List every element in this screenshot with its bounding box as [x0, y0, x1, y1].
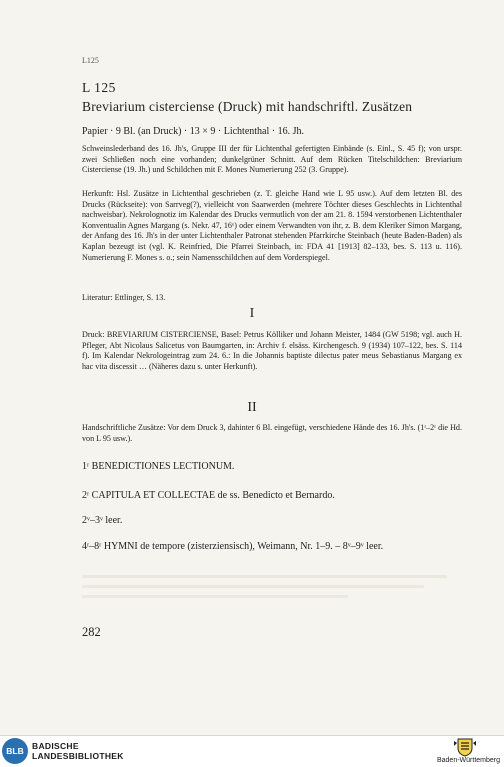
entry-subtitle: Papier · 9 Bl. (an Druck) · 13 × 9 · Lichtenthal · 16. Jh. [82, 126, 304, 137]
running-head: L125 [82, 56, 99, 65]
section-numeral-two: II [247, 400, 257, 415]
entry-title: Breviarium cisterciense (Druck) mit handschriftl. Zusätzen [82, 99, 413, 114]
manuscript-signature: L 125 [82, 80, 116, 95]
binding-paragraph: Schweinslederband des 16. Jh's, Gruppe III der für Lichtenthal gefertigten Einbände (s. Einl., S. 45 f); von urspr. zwei Schließen noch eine vorhanden; dunkelgrüner Schnitt. Auf dem Rücken Titelschildchen: Breviarium Cisterciense (19. Jh.) und Schildchen mit F. Mones Numerierung 252 (3. Gruppe). [82, 144, 462, 175]
provenance-paragraph: Herkunft: Hsl. Zusätze in Lichtenthal geschrieben (z. T. gleiche Hand wie L 95 usw.). Auf dem letzten Bl. des Drucks (Rückseite): von Sarrveg(?), vielleicht von Saarwerden (mehrere Töchter dieses Geschlechts in Lichtenthal nachweisbar). Nekrolognotiz im Kalendar des Drucks vermutlich von der am 21. 8. 1594 verstorbenen Lichtenthaler Konventualin Agnes Margang (s. Nekr. 47, 16ᵛ) oder einem Verwandten von ihr, z. B. dem Kleriker Simon Margang, der Anfang des 16. Jh's in der unter Lichtenthaler Patronat stehenden Pfarrkirche Steinbach (heute Baden-Baden) als Kaplan bezeugt ist (vgl. K. Reinfried, Die Pfarrei Steinbach, in: FDA 41 [1913] 82–133, bes. S. 113 u. 116). Numerierung F. Mones s. o.; sein Namensschildchen auf dem Vorderspiegel. [82, 189, 462, 262]
content-entry: 1ʳ BENEDICTIONES LECTIONUM. [82, 461, 235, 472]
content-entry: 4ʳ–8ʳ HYMNI de tempore (zisterziensisch), Weimann, Nr. 1–9. – 8ᵛ–9ᵛ leer. [82, 541, 384, 552]
section-numeral-one: I [249, 306, 255, 321]
section-two-text: Handschriftliche Zusätze: Vor dem Druck 3, dahinter 6 Bl. eingefügt, verschiedene Hände des 16. Jh's. (1ʳ–2ʳ die Hd. von L 95 usw.). [82, 423, 462, 443]
page-number: 282 [82, 625, 101, 639]
content-entry: 2ᵛ–3ᵛ leer. [82, 515, 123, 526]
bleed-through-text [82, 575, 462, 603]
blb-logo-icon[interactable]: BLB [2, 738, 28, 764]
footer-bar [0, 735, 504, 767]
section-one-text: Druck: BREVIARIUM CISTERCIENSE, Basel: Petrus Kölliker und Johann Meister, 1484 (GW 5198; vgl. auch H. Pfleger, Abt Nicolaus Salicetus von Baumgarten, in: Archiv f. elsäss. Kirchengesch. 9 (1934) 107–122, bes. S. 114 f). Im Kalendar Nekrologeintrag zum 24. 6.: In die Johannis baptiste dilectus pater meus Sebastianus Margang ex hac vita discessit … (Näheres dazu s. unter Herkunft). [82, 330, 462, 371]
literature-line: Literatur: Ettlinger, S. 13. [82, 293, 166, 302]
library-name-line1: BADISCHE [32, 741, 79, 751]
state-name: Baden-Württemberg [436, 757, 500, 764]
content-entry: 2ʳ CAPITULA ET COLLECTAE de ss. Benedicto et Bernardo. [82, 490, 335, 501]
state-crest-icon [452, 737, 478, 757]
library-name[interactable] [32, 741, 124, 761]
library-name-line2: LANDESBIBLIOTHEK [32, 751, 124, 761]
